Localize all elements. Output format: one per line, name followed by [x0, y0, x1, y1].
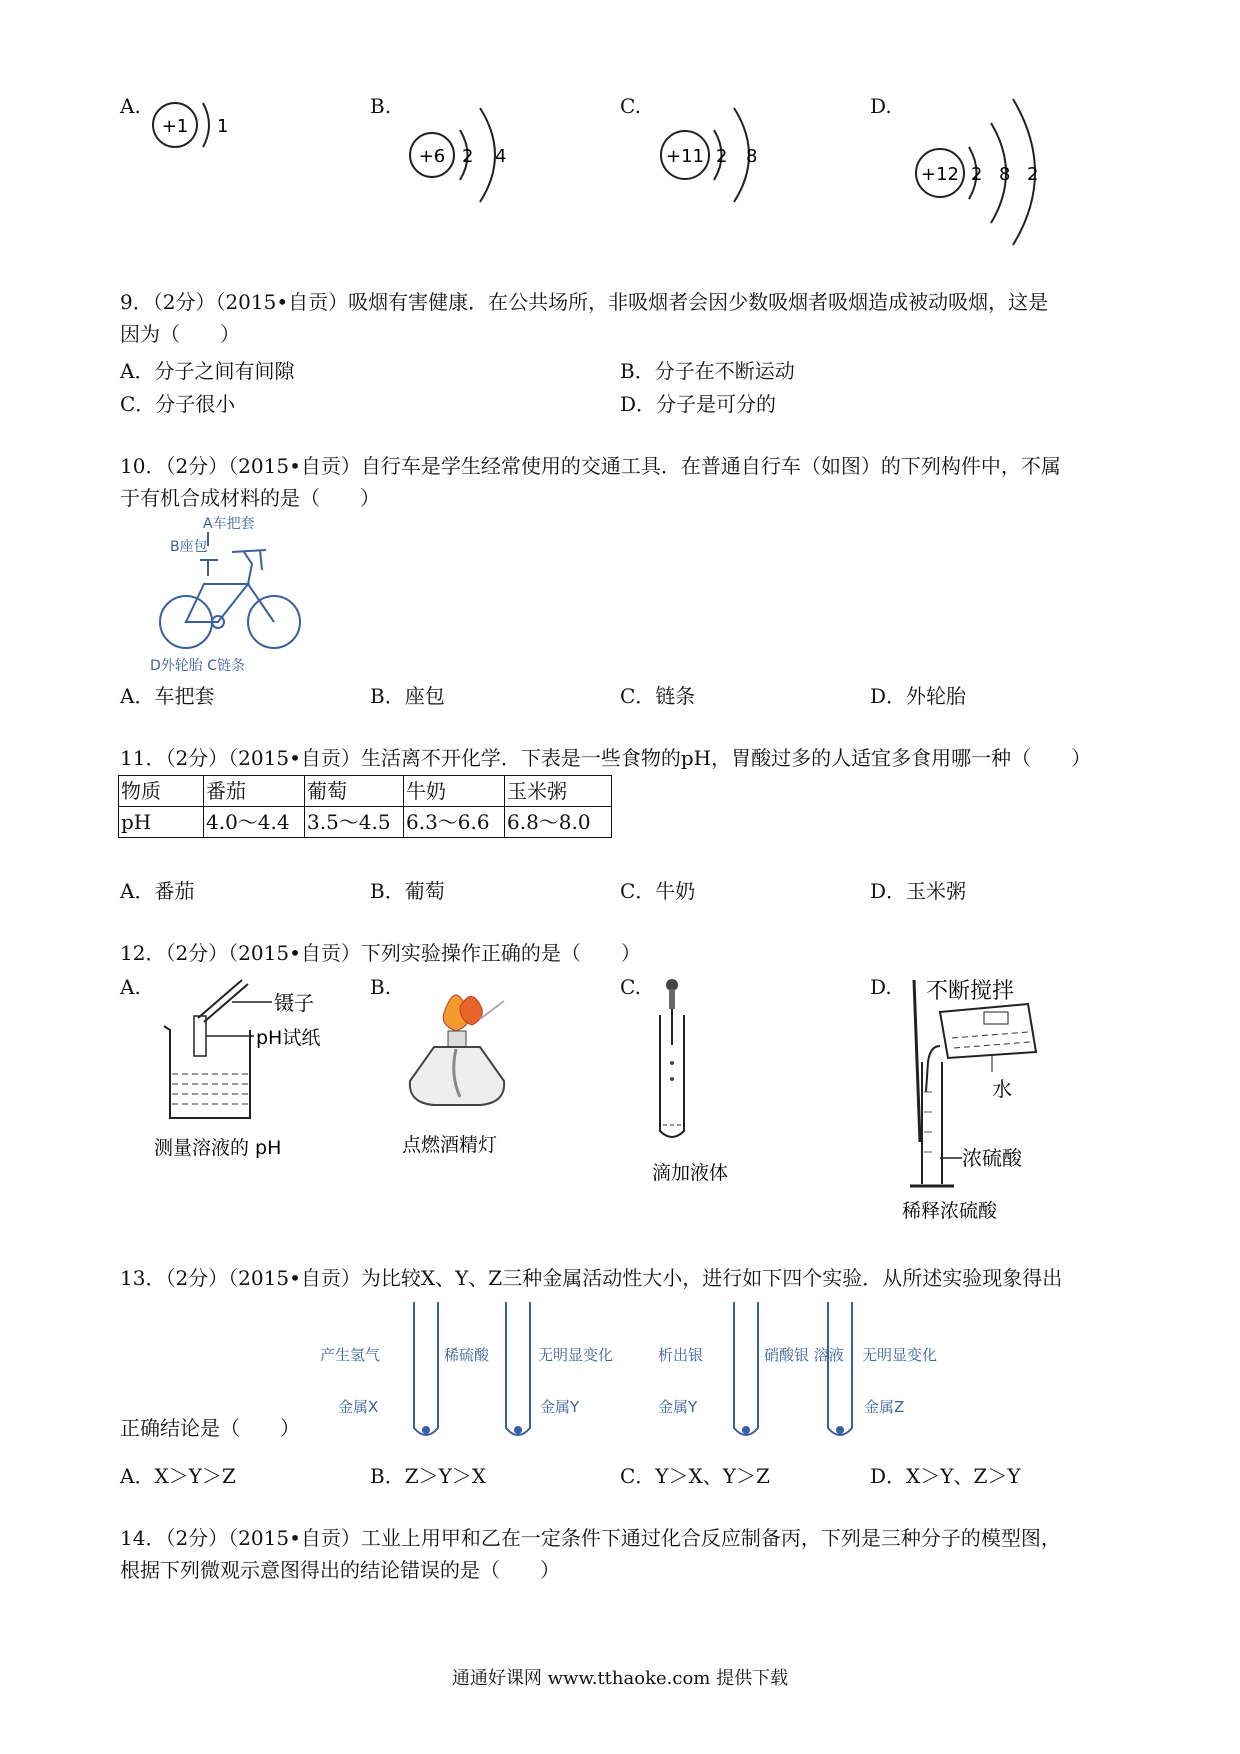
q11-option-c: C．牛奶 [620, 879, 696, 903]
q8-d-shell-1: 2 [971, 164, 983, 185]
figure-a-caption: 测量溶液的 pH [154, 1137, 282, 1158]
figure-drop-liquid [650, 975, 770, 1185]
exp2-observation: 无明显变化 [538, 1346, 614, 1364]
q9-stem-line1: 9．（2分）（2015•自贡）吸烟有害健康．在公共场所，非吸烟者会因少数吸烟者吸烟造成被动吸烟，这是 [120, 290, 1049, 314]
q11-stem: 11．（2分）（2015•自贡）生活离不开化学．下表是一些食物的pH，胃酸过多的人适宜多食用哪一种（ ） [120, 746, 1092, 770]
exp2-metal: 金属Y [540, 1398, 580, 1416]
q8-b-shell-1: 2 [462, 146, 474, 167]
bicycle-label-a: A车把套 [203, 516, 255, 532]
exp4-metal: 金属Z [864, 1398, 905, 1416]
q9-option-c: C．分子很小 [120, 392, 236, 416]
q13-option-c: C．Y＞X、Y＞Z [620, 1464, 770, 1488]
q8-c-shell-2: 8 [746, 146, 758, 167]
q9-option-a: A．分子之间有间隙 [120, 359, 295, 383]
q10-option-d: D．外轮胎 [870, 684, 967, 708]
q12-stem: 12．（2分）（2015•自贡）下列实验操作正确的是（ ） [120, 941, 641, 965]
metal-activity-experiments [318, 1300, 958, 1450]
figure-b-caption: 点燃酒精灯 [402, 1134, 498, 1155]
q8-option-c-letter: C. [620, 94, 641, 118]
bicycle-label-b: B座包 [170, 539, 208, 555]
q8-option-b-letter: B. [370, 94, 392, 118]
exp4-observation: 无明显变化 [862, 1346, 938, 1364]
stir-label: 不断搅拌 [926, 979, 1015, 1004]
q13-option-a: A．X＞Y＞Z [120, 1464, 236, 1488]
q14-stem-line1: 14．（2分）（2015•自贡）工业上用甲和乙在一定条件下通过化合反应制备丙，下列是三种分子的模型图， [120, 1526, 1061, 1550]
tweezers-label: 镊子 [274, 991, 314, 1015]
q12-option-a-letter: A. [120, 975, 141, 999]
q12-option-b-letter: B. [370, 975, 392, 999]
figure-dilute-sulfuric-acid [900, 972, 1100, 1222]
acid-label: 稀硫酸 [444, 1346, 490, 1364]
bicycle-figure [148, 512, 318, 674]
q11-option-d: D．玉米粥 [870, 879, 967, 903]
figure-light-alcohol-lamp [400, 985, 560, 1155]
silver-nitrate-label: 硝酸银 溶液 [764, 1346, 844, 1364]
q13-option-d: D．X＞Y、Z＞Y [870, 1464, 1021, 1488]
q8-a-nucleus: +1 [161, 116, 189, 137]
q8-a-shell-1: 1 [217, 116, 229, 137]
exp1-observation: 产生氢气 [320, 1346, 381, 1364]
q10-stem-line2: 于有机合成材料的是（ ） [120, 486, 380, 510]
exp1-metal: 金属X [338, 1398, 379, 1416]
q8-atom-diagram-b [400, 100, 530, 210]
table-row [119, 807, 612, 838]
water-label: 水 [992, 1077, 1012, 1101]
table-cell: 玉米粥 [505, 776, 612, 807]
bicycle-label-bottom: D外轮胎 C链条 [150, 658, 246, 674]
q10-stem-line1: 10．（2分）（2015•自贡）自行车是学生经常使用的交通工具．在普通自行车（如图）的下列构件中，不属 [120, 454, 1061, 478]
q10-option-a: A．车把套 [120, 684, 215, 708]
q8-d-nucleus: +12 [921, 164, 959, 185]
q13-stem-line2: 正确结论是（ ） [120, 1416, 300, 1440]
figure-c-caption: 滴加液体 [652, 1162, 729, 1184]
table-cell: 物质 [119, 776, 204, 807]
q8-atom-diagram-c [650, 100, 780, 210]
q13-option-b: B．Z＞Y＞X [370, 1464, 487, 1488]
q9-option-d: D．分子是可分的 [620, 392, 777, 416]
q8-c-shell-1: 2 [716, 146, 728, 167]
q11-option-b: B．葡萄 [370, 879, 445, 903]
q14-stem-line2: 根据下列微观示意图得出的结论错误的是（ ） [120, 1558, 560, 1582]
table-cell: 3.5～4.5 [305, 807, 404, 838]
ph-paper-label: pH试纸 [256, 1027, 321, 1049]
q8-option-d-letter: D. [870, 94, 892, 118]
exp3-observation: 析出银 [658, 1346, 704, 1364]
q8-b-shell-2: 4 [495, 146, 507, 167]
page-footer: 通通好课网 www.tthaoke.com 提供下载 [451, 1668, 789, 1689]
q10-option-c: C．链条 [620, 684, 696, 708]
table-cell: 6.8～8.0 [505, 807, 612, 838]
table-cell: 番茄 [204, 776, 305, 807]
table-cell: 4.0～4.4 [204, 807, 305, 838]
q9-option-b: B．分子在不断运动 [620, 359, 795, 383]
q9-stem-line2: 因为（ ） [120, 322, 240, 346]
q8-atom-diagram-d [905, 95, 1070, 250]
q8-c-nucleus: +11 [666, 146, 704, 167]
q13-stem-line1: 13．（2分）（2015•自贡）为比较X、Y、Z三种金属活动性大小，进行如下四个实验．从所述实验现象得出 [120, 1266, 1063, 1290]
q8-b-nucleus: +6 [418, 146, 446, 167]
q8-d-shell-3: 2 [1027, 164, 1039, 185]
table-cell: pH [119, 807, 204, 838]
q8-d-shell-2: 8 [999, 164, 1011, 185]
table-cell: 葡萄 [305, 776, 404, 807]
figure-d-caption: 稀释浓硫酸 [902, 1200, 998, 1222]
concentrated-acid-label: 浓硫酸 [962, 1146, 1022, 1170]
ph-table [118, 775, 612, 838]
q12-option-d-letter: D. [870, 975, 892, 999]
q12-option-c-letter: C. [620, 975, 641, 999]
q10-option-b: B．座包 [370, 684, 445, 708]
exp3-metal: 金属Y [658, 1398, 698, 1416]
q8-option-a-letter: A. [120, 94, 141, 118]
table-cell: 6.3～6.6 [404, 807, 505, 838]
table-cell: 牛奶 [404, 776, 505, 807]
table-header-row [119, 776, 612, 807]
q8-atom-diagram-a [145, 95, 235, 165]
q11-option-a: A．番茄 [120, 879, 195, 903]
figure-measure-ph [150, 978, 350, 1158]
